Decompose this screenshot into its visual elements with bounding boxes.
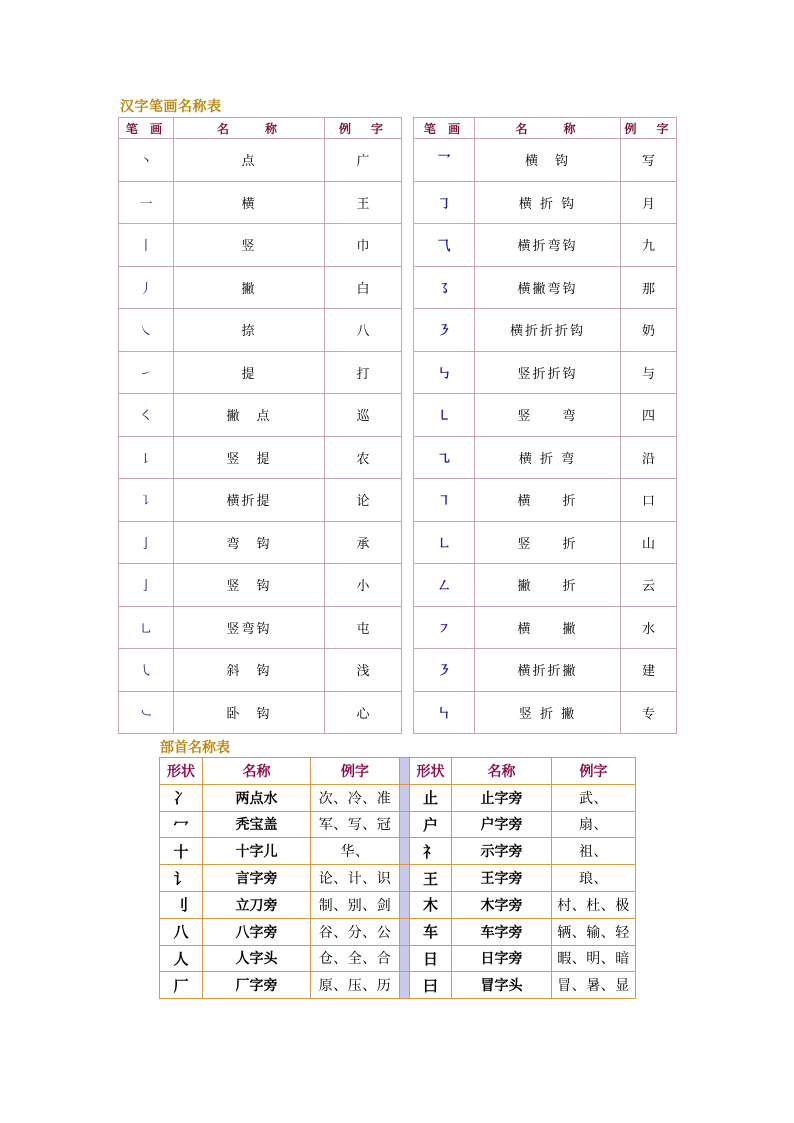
stroke-glyph: ㇋ — [414, 649, 475, 692]
example-char: 承 — [325, 521, 402, 564]
header-name: 名 称 — [174, 118, 325, 139]
stroke-name: 提 — [174, 351, 325, 394]
example-char: 云 — [621, 564, 677, 607]
stroke-glyph: 亅 — [119, 564, 174, 607]
stroke-glyph: ㇕ — [414, 479, 475, 522]
header-stroke: 笔 画 — [414, 118, 475, 139]
example-chars: 次、冷、准 — [311, 784, 400, 811]
radical-name: 木字旁 — [452, 891, 552, 918]
stroke-glyph: ㇄ — [414, 394, 475, 437]
stroke-name: 横折折折钩 — [475, 309, 621, 352]
column-gap — [402, 181, 414, 224]
column-separator — [400, 865, 410, 892]
example-char: 建 — [621, 649, 677, 692]
example-char: 论 — [325, 479, 402, 522]
table-row — [160, 918, 636, 945]
header-example: 例字 — [552, 758, 636, 785]
column-separator — [400, 972, 410, 999]
example-char: 白 — [325, 266, 402, 309]
stroke-glyph: ㇈ — [414, 436, 475, 479]
stroke-glyph: ㇋ — [414, 309, 475, 352]
header-shape: 形状 — [410, 758, 452, 785]
stroke-glyph: ㇗ — [414, 521, 475, 564]
radical-glyph: 木 — [410, 891, 452, 918]
radical-glyph: 冫 — [160, 784, 203, 811]
table-row — [119, 691, 677, 734]
stroke-name: 竖折折钩 — [475, 351, 621, 394]
radical-name: 日字旁 — [452, 945, 552, 972]
radical-name: 人字头 — [203, 945, 311, 972]
example-char: 山 — [621, 521, 677, 564]
stroke-glyph: ㇙ — [119, 436, 174, 479]
column-gap — [402, 118, 414, 139]
example-chars: 武、 — [552, 784, 636, 811]
radical-name: 户字旁 — [452, 811, 552, 838]
table-row — [160, 838, 636, 865]
radical-name: 厂字旁 — [203, 972, 311, 999]
stroke-glyph: ㇃ — [119, 691, 174, 734]
example-char: 八 — [325, 309, 402, 352]
column-gap — [402, 224, 414, 267]
radical-name: 示字旁 — [452, 838, 552, 865]
stroke-glyph: 乛 — [414, 139, 475, 182]
radical-glyph: 人 — [160, 945, 203, 972]
stroke-name: 捺 — [174, 309, 325, 352]
example-chars: 军、写、冠 — [311, 811, 400, 838]
radical-name: 立刀旁 — [203, 891, 311, 918]
column-separator — [400, 918, 410, 945]
example-char: 那 — [621, 266, 677, 309]
table-row — [119, 436, 677, 479]
stroke-name: 撇 — [174, 266, 325, 309]
radical-name: 八字旁 — [203, 918, 311, 945]
stroke-name: 横 — [174, 181, 325, 224]
radical-glyph: 礻 — [410, 838, 452, 865]
table-row — [160, 891, 636, 918]
example-chars: 扇、 — [552, 811, 636, 838]
example-chars: 琅、 — [552, 865, 636, 892]
header-name: 名称 — [203, 758, 311, 785]
example-chars: 仓、全、合 — [311, 945, 400, 972]
example-char: 专 — [621, 691, 677, 734]
example-chars: 原、压、历 — [311, 972, 400, 999]
example-char: 九 — [621, 224, 677, 267]
stroke-glyph: ㇌ — [414, 266, 475, 309]
radical-name-table — [159, 757, 636, 999]
radical-name: 言字旁 — [203, 865, 311, 892]
header-name: 名称 — [452, 758, 552, 785]
stroke-glyph: ㇀ — [119, 351, 174, 394]
stroke-glyph: ⺄ — [414, 224, 475, 267]
stroke-glyph: ㇏ — [119, 309, 174, 352]
column-gap — [402, 521, 414, 564]
stroke-name: 横 撇 — [475, 606, 621, 649]
stroke-table-title: 汉字笔画名称表 — [120, 99, 222, 115]
radical-glyph: 车 — [410, 918, 452, 945]
stroke-name: 横折提 — [174, 479, 325, 522]
example-char: 写 — [621, 139, 677, 182]
radical-glyph: 八 — [160, 918, 203, 945]
example-chars: 论、计、识 — [311, 865, 400, 892]
header-example: 例 字 — [325, 118, 402, 139]
radical-glyph: 止 — [410, 784, 452, 811]
stroke-glyph: ㇊ — [119, 479, 174, 522]
table-row — [119, 181, 677, 224]
stroke-glyph: 亅 — [119, 521, 174, 564]
header-example: 例字 — [311, 758, 400, 785]
table-row — [119, 649, 677, 692]
column-gap — [402, 691, 414, 734]
radical-glyph: 刂 — [160, 891, 203, 918]
column-gap — [402, 394, 414, 437]
example-chars: 谷、分、公 — [311, 918, 400, 945]
stroke-name: 竖 提 — [174, 436, 325, 479]
column-separator — [400, 784, 410, 811]
table-row — [119, 479, 677, 522]
column-gap — [402, 436, 414, 479]
stroke-glyph: 丿 — [119, 266, 174, 309]
table-row — [119, 139, 677, 182]
stroke-name: 横折折撇 — [475, 649, 621, 692]
column-gap — [402, 266, 414, 309]
radical-glyph: 讠 — [160, 865, 203, 892]
table-row — [160, 945, 636, 972]
header-stroke: 笔 画 — [119, 118, 174, 139]
radical-name: 十字儿 — [203, 838, 311, 865]
column-gap — [402, 479, 414, 522]
radical-name: 王字旁 — [452, 865, 552, 892]
example-chars: 村、杜、极 — [552, 891, 636, 918]
example-char: 王 — [325, 181, 402, 224]
example-char: 屯 — [325, 606, 402, 649]
radical-name: 两点水 — [203, 784, 311, 811]
example-chars: 暇、明、暗 — [552, 945, 636, 972]
stroke-name: 竖 折 撇 — [475, 691, 621, 734]
example-char: 月 — [621, 181, 677, 224]
example-chars: 华、 — [311, 838, 400, 865]
example-char: 浅 — [325, 649, 402, 692]
column-gap — [402, 309, 414, 352]
radical-glyph: 王 — [410, 865, 452, 892]
example-char: 心 — [325, 691, 402, 734]
stroke-glyph: ㇉ — [414, 351, 475, 394]
column-separator — [400, 811, 410, 838]
stroke-glyph: ㇇ — [414, 606, 475, 649]
table-row — [160, 811, 636, 838]
stroke-glyph: ㇞ — [414, 691, 475, 734]
example-chars: 制、别、剑 — [311, 891, 400, 918]
header-example: 例 字 — [621, 118, 677, 139]
table-row — [119, 521, 677, 564]
radical-glyph: 户 — [410, 811, 452, 838]
table-row — [119, 564, 677, 607]
column-separator — [400, 891, 410, 918]
table-row — [119, 309, 677, 352]
stroke-name: 横 折 弯 — [475, 436, 621, 479]
stroke-glyph: ㇜ — [414, 564, 475, 607]
example-char: 水 — [621, 606, 677, 649]
column-separator — [400, 945, 410, 972]
example-char: 奶 — [621, 309, 677, 352]
column-separator — [400, 838, 410, 865]
column-gap — [402, 139, 414, 182]
table-row — [119, 351, 677, 394]
radical-glyph: 日 — [410, 945, 452, 972]
radical-glyph: 曰 — [410, 972, 452, 999]
radical-name: 冒字头 — [452, 972, 552, 999]
column-gap — [402, 649, 414, 692]
stroke-name: 斜 钩 — [174, 649, 325, 692]
stroke-name: 卧 钩 — [174, 691, 325, 734]
stroke-name: 横 折 钩 — [475, 181, 621, 224]
example-chars: 辆、输、轻 — [552, 918, 636, 945]
stroke-name: 撇 折 — [475, 564, 621, 607]
stroke-name: 横撇弯钩 — [475, 266, 621, 309]
example-char: 打 — [325, 351, 402, 394]
example-chars: 冒、暑、显 — [552, 972, 636, 999]
stroke-glyph: ㇆ — [414, 181, 475, 224]
radical-table-title: 部首名称表 — [160, 740, 230, 756]
example-char: 巾 — [325, 224, 402, 267]
stroke-name: 撇 点 — [174, 394, 325, 437]
stroke-name: 竖弯钩 — [174, 606, 325, 649]
stroke-name-table — [118, 117, 677, 734]
radical-glyph: 冖 — [160, 811, 203, 838]
example-char: 口 — [621, 479, 677, 522]
radical-glyph: 十 — [160, 838, 203, 865]
stroke-name: 竖 钩 — [174, 564, 325, 607]
example-char: 广 — [325, 139, 402, 182]
stroke-name: 横 钩 — [475, 139, 621, 182]
table-row — [119, 606, 677, 649]
stroke-name: 横 折 — [475, 479, 621, 522]
column-separator — [400, 758, 410, 785]
table-row — [160, 972, 636, 999]
column-gap — [402, 564, 414, 607]
stroke-glyph: 丶 — [119, 139, 174, 182]
stroke-name: 弯 钩 — [174, 521, 325, 564]
stroke-name: 点 — [174, 139, 325, 182]
radical-glyph: 厂 — [160, 972, 203, 999]
example-char: 小 — [325, 564, 402, 607]
stroke-glyph: ㇛ — [119, 394, 174, 437]
example-char: 巡 — [325, 394, 402, 437]
stroke-name: 横折弯钩 — [475, 224, 621, 267]
stroke-table-header — [119, 118, 677, 139]
example-char: 农 — [325, 436, 402, 479]
header-name: 名 称 — [475, 118, 621, 139]
table-row — [119, 394, 677, 437]
radical-name: 车字旁 — [452, 918, 552, 945]
radical-name: 止字旁 — [452, 784, 552, 811]
stroke-glyph: ㇂ — [119, 649, 174, 692]
radical-table-header — [160, 758, 636, 785]
example-chars: 祖、 — [552, 838, 636, 865]
table-row — [119, 224, 677, 267]
table-row — [160, 865, 636, 892]
column-gap — [402, 606, 414, 649]
header-shape: 形状 — [160, 758, 203, 785]
stroke-name: 竖 折 — [475, 521, 621, 564]
example-char: 四 — [621, 394, 677, 437]
radical-name: 秃宝盖 — [203, 811, 311, 838]
stroke-name: 竖 弯 — [475, 394, 621, 437]
example-char: 与 — [621, 351, 677, 394]
stroke-glyph: 一 — [119, 181, 174, 224]
stroke-glyph: ㇟ — [119, 606, 174, 649]
example-char: 沿 — [621, 436, 677, 479]
stroke-glyph: 丨 — [119, 224, 174, 267]
table-row — [119, 266, 677, 309]
table-row — [160, 784, 636, 811]
column-gap — [402, 351, 414, 394]
stroke-name: 竖 — [174, 224, 325, 267]
